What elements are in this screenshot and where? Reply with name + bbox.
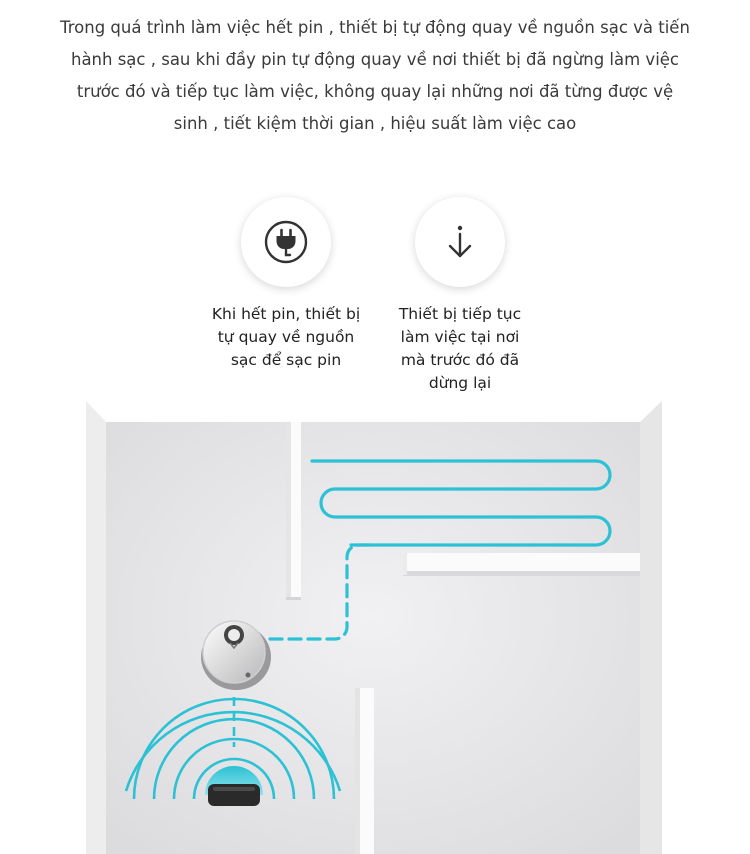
feature-caption-recharge: Khi hết pin, thiết bị tự quay về nguồn sạc để sạc pin [211, 305, 361, 369]
power-plug-icon [261, 217, 311, 267]
floor-plan-illustration [0, 385, 750, 854]
feature-auto-recharge [186, 197, 386, 372]
recharge-icon-circle [241, 197, 331, 287]
inner-wall-left [286, 422, 301, 600]
feature-resume-work [360, 197, 560, 395]
resume-icon-circle [415, 197, 505, 287]
inner-wall-bottom [355, 688, 374, 854]
intro-paragraph: Trong quá trình làm việc hết pin , thiết bị tự động quay về nguồn sạc và tiến hành sạc , sau khi đầy pin tự động quay về nơi thiết bị đã ngừng làm việc trước đó và tiếp tục làm việc, không quay lại những nơi đã từng được vệ sinh , tiết kiệm thời gian , hiệu suất làm việc cao [60, 18, 690, 133]
inner-wall-horizontal [403, 553, 640, 576]
down-arrow-icon [435, 217, 485, 267]
feature-caption-resume: Thiết bị tiếp tục làm việc tại nơi mà trước đó đã dừng lại [398, 305, 522, 392]
